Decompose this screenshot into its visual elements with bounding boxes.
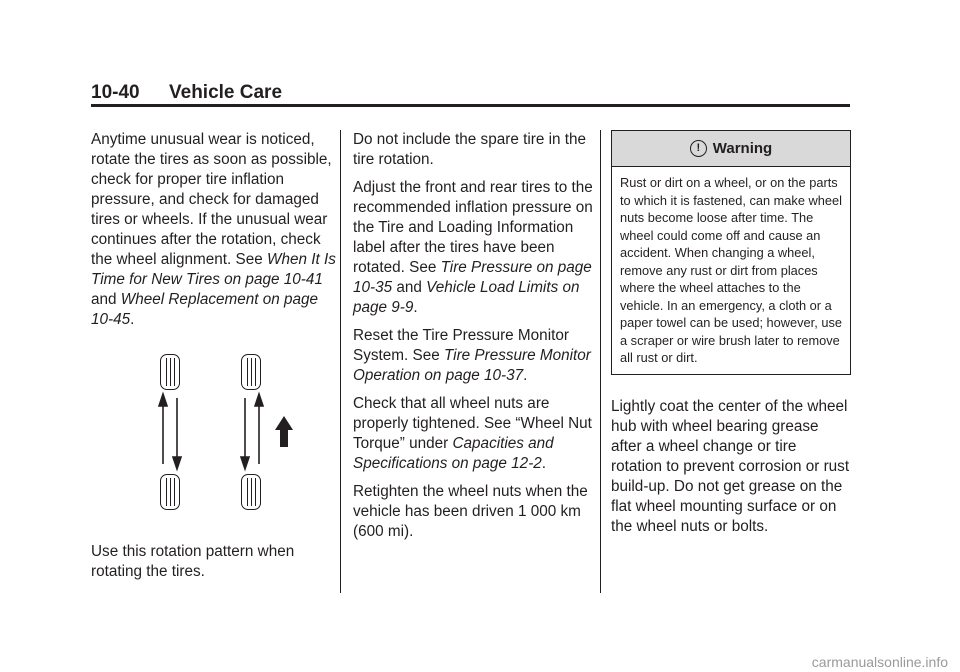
header-rule	[91, 104, 850, 107]
text: Reset the Tire Pressure Monitor System. See	[353, 327, 569, 364]
column-divider	[340, 130, 341, 593]
cross-reference-link[interactable]: Tire Pressure Monitor Operation on page 10-37	[353, 347, 591, 384]
section-title: Vehicle Care	[169, 82, 283, 103]
warning-icon: !	[690, 140, 707, 157]
cross-reference-link[interactable]: Tire Pressure on page 10-35	[353, 259, 592, 296]
text: Check that all wheel nuts are properly tightened. See “Wheel Nut Torque” under	[353, 395, 592, 452]
paragraph	[91, 130, 336, 330]
column-divider	[600, 130, 601, 593]
text: and	[91, 291, 121, 308]
paragraph: Lightly coat the center of the wheel hub with wheel bearing grease after a wheel change or tire rotation to prevent corrosion or rust build-up. Do not get grease on the flat wheel mounting surface or on the wheel nuts or bolts.	[611, 398, 850, 535]
text: .	[413, 299, 418, 316]
watermark: carmanualsonline.info	[811, 654, 948, 670]
tire-rotation-diagram	[155, 350, 305, 520]
text: Anytime unusual wear is noticed, rotate the tires as soon as possible, check for proper tire inflation pressure, and check for damaged tires or wheels. If the unusual wear continues after the rotation, check the wheel alignment. See	[91, 131, 332, 268]
warning-title: Warning	[712, 140, 773, 157]
rotation-arrows	[155, 350, 305, 520]
arrow-down-icon	[173, 457, 181, 469]
paragraph	[353, 178, 593, 318]
page-header	[91, 82, 282, 104]
warning-body: Rust or dirt on a wheel, or on the parts to which it is fastened, can make wheel nuts become loose after time. The wheel could come off and cause an accident. When changing a wheel, remove any rust or dirt from places where the wheel attaches to the vehicle. In an emergency, a cloth or a paper towel can be used; however, use a scraper or wire brush later to remove all rust or dirt.	[620, 175, 842, 365]
arrow-up-icon	[255, 394, 263, 406]
text: and	[392, 279, 427, 296]
cross-reference-link[interactable]: Vehicle Load Limits on page 9-9	[353, 279, 580, 316]
cross-reference-link[interactable]: Wheel Replacement on page 10-45	[91, 291, 319, 328]
page-number: 10-40	[91, 82, 140, 103]
arrow-up-icon	[159, 394, 167, 406]
text: .	[523, 367, 528, 384]
paragraph	[353, 394, 593, 474]
diagram-caption: Use this rotation pattern when rotating the tires.	[91, 543, 295, 580]
paragraph: Retighten the wheel nuts when the vehicle has been driven 1 000 km (600 mi).	[353, 483, 588, 540]
warning-box	[611, 130, 851, 375]
column-2	[353, 130, 593, 550]
paragraph: Do not include the spare tire in the tire rotation.	[353, 131, 586, 168]
diagram-caption-block	[91, 542, 336, 590]
warning-header	[612, 131, 850, 167]
text: .	[541, 455, 547, 472]
forward-direction-icon	[275, 416, 293, 447]
cross-reference-link[interactable]: Capacities and Specifications on page 12-2	[353, 435, 554, 472]
cross-reference-link[interactable]: When It Is Time for New Tires on page 10-41	[91, 251, 336, 288]
text: .	[130, 311, 135, 328]
paragraph	[353, 326, 593, 386]
column-1	[91, 130, 336, 338]
text: Adjust the front and rear tires to the recommended inflation pressure on the Tire and Loading Information label after the tires have been rotated. See	[353, 179, 593, 276]
column-3-text	[611, 397, 851, 537]
arrow-down-icon	[241, 457, 249, 469]
